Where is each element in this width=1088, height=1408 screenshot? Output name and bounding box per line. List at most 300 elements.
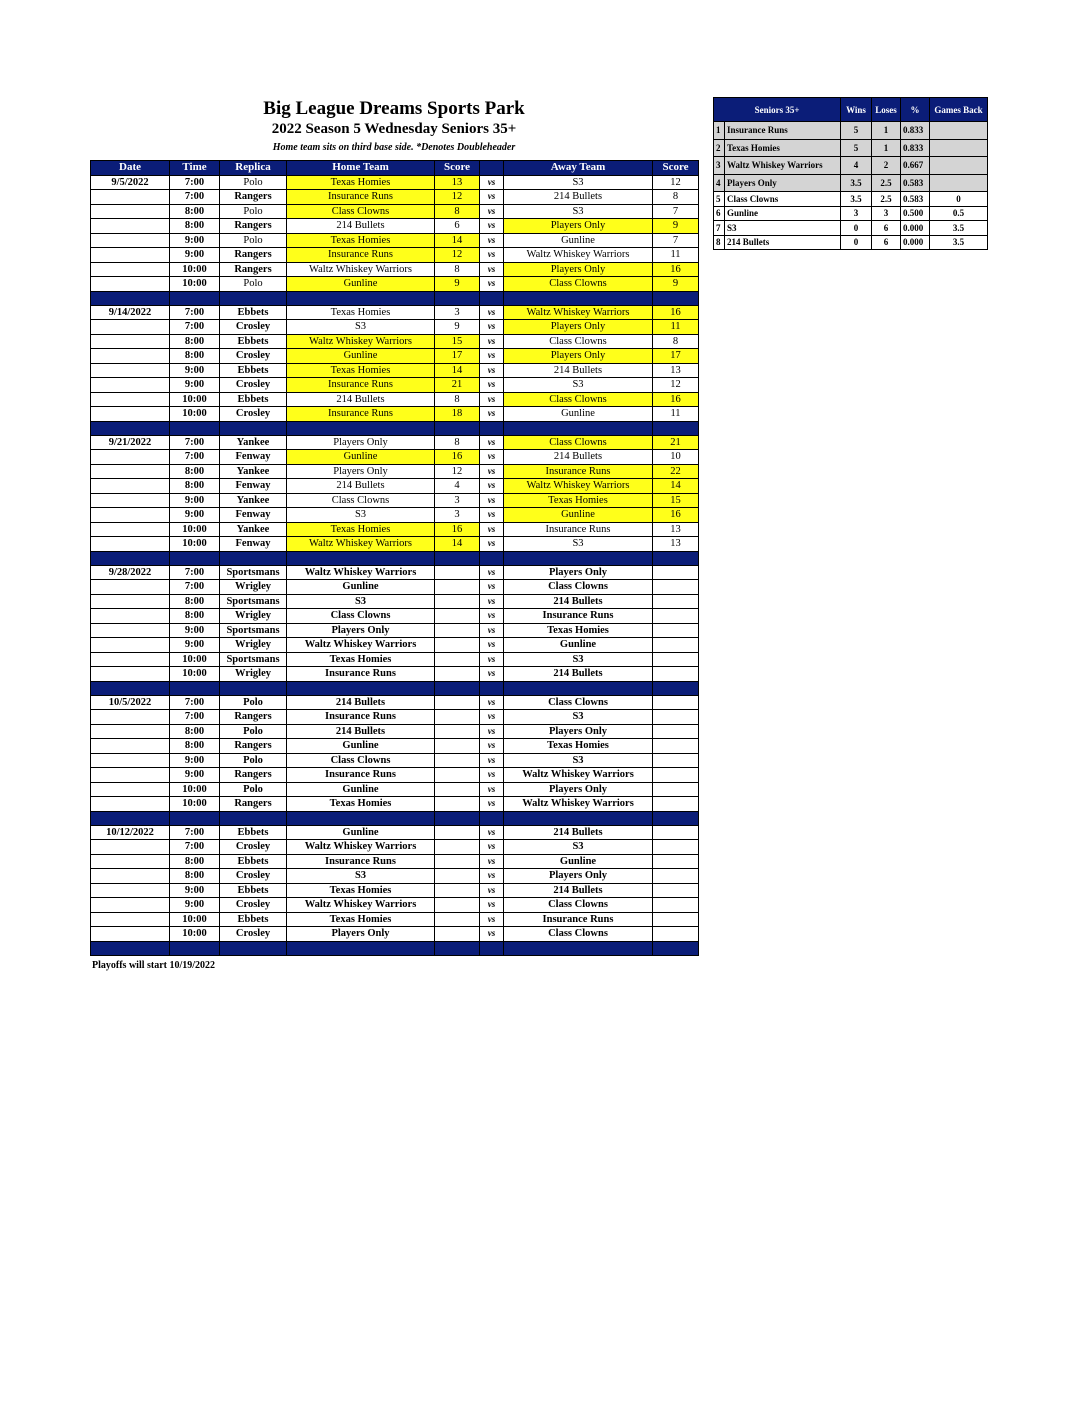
field-name: Ebbets: [220, 305, 287, 320]
home-team: Insurance Runs: [287, 407, 435, 422]
standings-team: S3: [725, 221, 841, 236]
away-team: Insurance Runs: [504, 609, 653, 624]
home-team: Texas Homies: [287, 797, 435, 812]
separator-cell: [287, 291, 435, 305]
standings-pct: 0.500: [901, 206, 930, 221]
away-team: Players Only: [504, 349, 653, 364]
away-score: 16: [653, 262, 699, 277]
game-date: [91, 912, 170, 927]
away-team: 214 Bullets: [504, 883, 653, 898]
away-score: 10: [653, 450, 699, 465]
game-time: 7:00: [170, 825, 220, 840]
field-name: Crosley: [220, 927, 287, 942]
game-time: 8:00: [170, 204, 220, 219]
page-title: Big League Dreams Sports Park: [263, 98, 525, 119]
home-team: Texas Homies: [287, 175, 435, 190]
home-team: Waltz Whiskey Warriors: [287, 638, 435, 653]
game-row: [91, 782, 699, 797]
game-row: [91, 407, 699, 422]
week-separator: [91, 811, 699, 825]
separator-cell: [653, 681, 699, 695]
standings-row: [714, 206, 988, 221]
away-score: 12: [653, 378, 699, 393]
standings-row: [714, 235, 988, 250]
game-date: [91, 349, 170, 364]
game-time: 9:00: [170, 233, 220, 248]
vs-label: vs: [480, 219, 504, 234]
game-row: [91, 565, 699, 580]
away-team: Gunline: [504, 638, 653, 653]
standings-pct: 0.667: [901, 157, 930, 175]
home-score: [435, 739, 480, 754]
standings-rank: 8: [714, 235, 725, 250]
game-time: 7:00: [170, 580, 220, 595]
vs-label: vs: [480, 450, 504, 465]
standings-loses: 6: [872, 221, 901, 236]
game-date: 9/28/2022: [91, 565, 170, 580]
game-date: [91, 277, 170, 292]
game-row: [91, 580, 699, 595]
home-team: Waltz Whiskey Warriors: [287, 262, 435, 277]
away-team: S3: [504, 710, 653, 725]
standings-loses: 6: [872, 235, 901, 250]
game-row: [91, 233, 699, 248]
separator-cell: [170, 941, 220, 955]
vs-label: vs: [480, 898, 504, 913]
field-name: Polo: [220, 753, 287, 768]
field-name: Crosley: [220, 407, 287, 422]
home-score: 8: [435, 392, 480, 407]
away-score: 7: [653, 204, 699, 219]
game-time: 8:00: [170, 464, 220, 479]
away-team: Players Only: [504, 782, 653, 797]
standings-team: Waltz Whiskey Warriors: [725, 157, 841, 175]
home-team: Insurance Runs: [287, 854, 435, 869]
game-time: 7:00: [170, 695, 220, 710]
game-row: [91, 927, 699, 942]
game-time: 9:00: [170, 623, 220, 638]
vs-label: vs: [480, 464, 504, 479]
header-away-score: Score: [653, 161, 699, 176]
game-time: 10:00: [170, 522, 220, 537]
home-team: Waltz Whiskey Warriors: [287, 537, 435, 552]
away-score: [653, 638, 699, 653]
separator-cell: [91, 421, 170, 435]
home-score: [435, 768, 480, 783]
field-name: Ebbets: [220, 363, 287, 378]
vs-label: vs: [480, 334, 504, 349]
away-score: [653, 797, 699, 812]
game-date: [91, 724, 170, 739]
away-score: [653, 594, 699, 609]
game-date: [91, 537, 170, 552]
away-score: 13: [653, 537, 699, 552]
game-date: [91, 219, 170, 234]
home-team: S3: [287, 508, 435, 523]
away-score: [653, 724, 699, 739]
game-date: [91, 233, 170, 248]
away-score: 8: [653, 334, 699, 349]
vs-label: vs: [480, 378, 504, 393]
standings-loses: 1: [872, 122, 901, 140]
game-date: 9/21/2022: [91, 435, 170, 450]
game-time: 7:00: [170, 450, 220, 465]
standings-rank: 2: [714, 139, 725, 157]
game-time: 10:00: [170, 782, 220, 797]
game-date: [91, 638, 170, 653]
separator-cell: [504, 291, 653, 305]
field-name: Crosley: [220, 320, 287, 335]
game-date: [91, 840, 170, 855]
away-team: 214 Bullets: [504, 190, 653, 205]
separator-cell: [653, 291, 699, 305]
home-score: 14: [435, 233, 480, 248]
week-separator: [91, 551, 699, 565]
standings-rank: 6: [714, 206, 725, 221]
vs-label: vs: [480, 825, 504, 840]
game-date: 10/12/2022: [91, 825, 170, 840]
separator-cell: [287, 551, 435, 565]
away-team: Class Clowns: [504, 334, 653, 349]
home-team: 214 Bullets: [287, 479, 435, 494]
game-date: [91, 464, 170, 479]
standings-rank: 1: [714, 122, 725, 140]
home-team: Class Clowns: [287, 609, 435, 624]
game-time: 7:00: [170, 435, 220, 450]
game-row: [91, 450, 699, 465]
away-score: 9: [653, 277, 699, 292]
away-team: Waltz Whiskey Warriors: [504, 797, 653, 812]
vs-label: vs: [480, 204, 504, 219]
game-row: [91, 739, 699, 754]
separator-cell: [435, 291, 480, 305]
home-score: [435, 565, 480, 580]
standings-wins: 3: [841, 206, 872, 221]
away-score: [653, 927, 699, 942]
away-team: Class Clowns: [504, 392, 653, 407]
vs-label: vs: [480, 305, 504, 320]
vs-label: vs: [480, 609, 504, 624]
game-time: 9:00: [170, 493, 220, 508]
header-away-team: Away Team: [504, 161, 653, 176]
away-team: Waltz Whiskey Warriors: [504, 768, 653, 783]
game-date: [91, 450, 170, 465]
standings-pct: 0.000: [901, 221, 930, 236]
home-score: [435, 753, 480, 768]
home-team: Waltz Whiskey Warriors: [287, 334, 435, 349]
vs-label: vs: [480, 753, 504, 768]
game-date: [91, 363, 170, 378]
game-time: 8:00: [170, 219, 220, 234]
home-team: Texas Homies: [287, 522, 435, 537]
home-team: Waltz Whiskey Warriors: [287, 840, 435, 855]
game-time: 8:00: [170, 869, 220, 884]
home-team: Class Clowns: [287, 753, 435, 768]
game-date: [91, 739, 170, 754]
vs-label: vs: [480, 508, 504, 523]
field-name: Fenway: [220, 479, 287, 494]
standings-pct: 0.833: [901, 122, 930, 140]
separator-cell: [435, 551, 480, 565]
separator-cell: [504, 551, 653, 565]
home-team: 214 Bullets: [287, 724, 435, 739]
standings-games-back: 3.5: [930, 235, 988, 250]
field-name: Yankee: [220, 522, 287, 537]
game-time: 7:00: [170, 190, 220, 205]
home-score: [435, 797, 480, 812]
field-name: Yankee: [220, 493, 287, 508]
home-score: [435, 609, 480, 624]
away-team: Waltz Whiskey Warriors: [504, 248, 653, 263]
standings-rank: 5: [714, 192, 725, 207]
game-row: [91, 869, 699, 884]
away-team: Texas Homies: [504, 623, 653, 638]
vs-label: vs: [480, 724, 504, 739]
standings-body: [714, 122, 988, 250]
game-date: [91, 898, 170, 913]
home-score: 6: [435, 219, 480, 234]
separator-cell: [91, 941, 170, 955]
home-team: Insurance Runs: [287, 768, 435, 783]
header-vs: [480, 161, 504, 176]
vs-label: vs: [480, 638, 504, 653]
separator-cell: [170, 811, 220, 825]
game-row: [91, 219, 699, 234]
game-row: [91, 320, 699, 335]
game-time: 9:00: [170, 753, 220, 768]
standings-games-back: [930, 157, 988, 175]
game-row: [91, 695, 699, 710]
home-score: [435, 638, 480, 653]
standings-games-back: [930, 139, 988, 157]
header-home-score: Score: [435, 161, 480, 176]
standings-row: [714, 221, 988, 236]
standings-pct: 0.583: [901, 192, 930, 207]
separator-cell: [287, 941, 435, 955]
home-score: [435, 825, 480, 840]
away-team: S3: [504, 652, 653, 667]
game-row: [91, 248, 699, 263]
vs-label: vs: [480, 320, 504, 335]
standings-pct: 0.583: [901, 174, 930, 192]
vs-label: vs: [480, 565, 504, 580]
home-team: Gunline: [287, 739, 435, 754]
home-score: [435, 580, 480, 595]
field-name: Wrigley: [220, 580, 287, 595]
home-score: 8: [435, 204, 480, 219]
field-name: Ebbets: [220, 883, 287, 898]
away-score: [653, 883, 699, 898]
separator-cell: [435, 681, 480, 695]
standings-wins: 0: [841, 235, 872, 250]
away-score: [653, 753, 699, 768]
away-score: [653, 695, 699, 710]
home-score: [435, 710, 480, 725]
game-row: [91, 594, 699, 609]
game-row: [91, 724, 699, 739]
standings-row: [714, 139, 988, 157]
away-team: Players Only: [504, 869, 653, 884]
game-date: [91, 609, 170, 624]
vs-label: vs: [480, 233, 504, 248]
season-subtitle: 2022 Season 5 Wednesday Seniors 35+: [271, 121, 517, 137]
game-row: [91, 508, 699, 523]
separator-cell: [435, 421, 480, 435]
game-time: 10:00: [170, 927, 220, 942]
home-score: [435, 869, 480, 884]
away-team: S3: [504, 753, 653, 768]
separator-cell: [91, 811, 170, 825]
game-date: [91, 479, 170, 494]
game-date: [91, 768, 170, 783]
home-team: Gunline: [287, 825, 435, 840]
vs-label: vs: [480, 248, 504, 263]
playoffs-note: Playoffs will start 10/19/2022: [92, 960, 216, 971]
away-team: Waltz Whiskey Warriors: [504, 479, 653, 494]
home-team: Waltz Whiskey Warriors: [287, 898, 435, 913]
field-name: Yankee: [220, 435, 287, 450]
game-row: [91, 363, 699, 378]
game-time: 7:00: [170, 320, 220, 335]
away-score: [653, 580, 699, 595]
field-name: Sportsmans: [220, 594, 287, 609]
game-row: [91, 479, 699, 494]
standings-wins: 5: [841, 139, 872, 157]
vs-label: vs: [480, 883, 504, 898]
home-score: [435, 594, 480, 609]
vs-label: vs: [480, 580, 504, 595]
away-score: 7: [653, 233, 699, 248]
home-score: [435, 695, 480, 710]
game-time: 10:00: [170, 277, 220, 292]
game-date: [91, 782, 170, 797]
field-name: Rangers: [220, 248, 287, 263]
field-name: Polo: [220, 782, 287, 797]
header-replica: Replica: [220, 161, 287, 176]
game-time: 8:00: [170, 609, 220, 624]
game-time: 9:00: [170, 378, 220, 393]
game-row: [91, 262, 699, 277]
standings-header-games-back: Games Back: [930, 98, 988, 122]
separator-cell: [170, 551, 220, 565]
separator-cell: [653, 421, 699, 435]
field-name: Polo: [220, 204, 287, 219]
game-time: 10:00: [170, 537, 220, 552]
game-row: [91, 305, 699, 320]
game-date: [91, 248, 170, 263]
standings-team: 214 Bullets: [725, 235, 841, 250]
separator-cell: [504, 811, 653, 825]
away-team: Players Only: [504, 320, 653, 335]
game-row: [91, 493, 699, 508]
home-team: Gunline: [287, 277, 435, 292]
standings-team: Gunline: [725, 206, 841, 221]
separator-cell: [480, 681, 504, 695]
game-time: 10:00: [170, 667, 220, 682]
game-time: 9:00: [170, 363, 220, 378]
vs-label: vs: [480, 435, 504, 450]
away-team: S3: [504, 204, 653, 219]
standings-wins: 3.5: [841, 174, 872, 192]
home-team: Gunline: [287, 450, 435, 465]
away-team: Gunline: [504, 407, 653, 422]
game-row: [91, 710, 699, 725]
home-team: Insurance Runs: [287, 710, 435, 725]
standings-loses: 2.5: [872, 174, 901, 192]
field-name: Polo: [220, 233, 287, 248]
away-score: 15: [653, 493, 699, 508]
home-team: Gunline: [287, 349, 435, 364]
home-score: [435, 898, 480, 913]
away-score: 16: [653, 305, 699, 320]
game-time: 7:00: [170, 710, 220, 725]
away-team: S3: [504, 378, 653, 393]
separator-cell: [653, 551, 699, 565]
schedule-body: [91, 175, 699, 955]
field-name: Polo: [220, 695, 287, 710]
field-name: Wrigley: [220, 609, 287, 624]
game-time: 8:00: [170, 854, 220, 869]
home-score: [435, 912, 480, 927]
field-name: Ebbets: [220, 392, 287, 407]
field-name: Rangers: [220, 262, 287, 277]
field-name: Wrigley: [220, 667, 287, 682]
vs-label: vs: [480, 768, 504, 783]
home-team: Waltz Whiskey Warriors: [287, 565, 435, 580]
game-time: 10:00: [170, 392, 220, 407]
game-date: [91, 667, 170, 682]
game-row: [91, 392, 699, 407]
away-score: [653, 840, 699, 855]
home-team: S3: [287, 320, 435, 335]
standings-games-back: 3.5: [930, 221, 988, 236]
game-row: [91, 753, 699, 768]
standings-row: [714, 122, 988, 140]
home-team: Players Only: [287, 435, 435, 450]
standings-games-back: 0.5: [930, 206, 988, 221]
away-score: [653, 782, 699, 797]
away-team: Insurance Runs: [504, 912, 653, 927]
game-row: [91, 854, 699, 869]
away-team: Class Clowns: [504, 927, 653, 942]
week-separator: [91, 421, 699, 435]
home-team: Insurance Runs: [287, 248, 435, 263]
vs-label: vs: [480, 667, 504, 682]
away-score: [653, 609, 699, 624]
field-name: Rangers: [220, 739, 287, 754]
away-score: [653, 667, 699, 682]
standings-team: Texas Homies: [725, 139, 841, 157]
away-team: Players Only: [504, 262, 653, 277]
schedule-header-row: [91, 161, 699, 176]
away-score: [653, 652, 699, 667]
standings-wins: 5: [841, 122, 872, 140]
away-team: 214 Bullets: [504, 594, 653, 609]
home-score: 9: [435, 277, 480, 292]
field-name: Crosley: [220, 349, 287, 364]
away-team: Texas Homies: [504, 493, 653, 508]
away-score: 11: [653, 320, 699, 335]
separator-cell: [480, 811, 504, 825]
separator-cell: [220, 811, 287, 825]
standings-table: [713, 97, 988, 250]
game-row: [91, 204, 699, 219]
standings-team: Insurance Runs: [725, 122, 841, 140]
standings-team: Class Clowns: [725, 192, 841, 207]
home-score: 8: [435, 262, 480, 277]
game-row: [91, 667, 699, 682]
game-row: [91, 825, 699, 840]
